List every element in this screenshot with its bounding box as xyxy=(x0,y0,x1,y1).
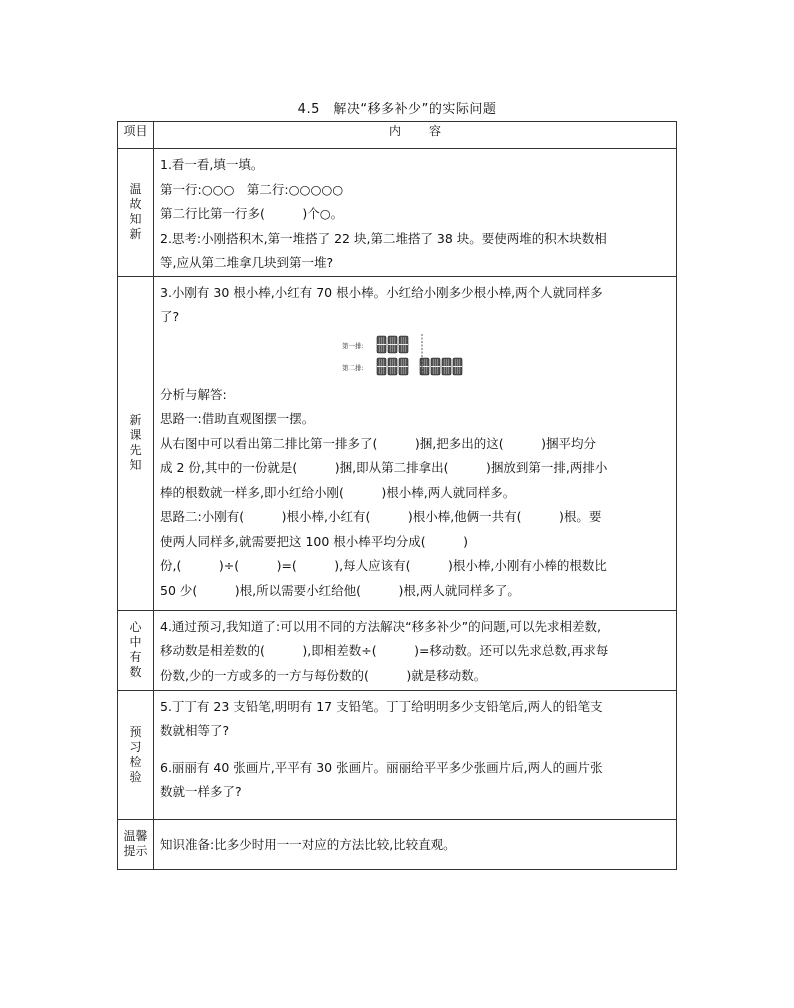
text-line: 等,应从第二堆拿几块到第一堆? xyxy=(160,255,334,270)
text-line: 思路二:小刚有( )根小棒,小红有( )根小棒,他俩一共有( )根。要 xyxy=(160,509,602,524)
table-header-row xyxy=(118,122,677,149)
stick-bundle xyxy=(388,358,397,375)
text-line: 5.丁丁有 23 支铅笔,明明有 17 支铅笔。丁丁给明明多少支铅笔后,两人的铅笔支 xyxy=(160,698,603,714)
text-line: 6.丽丽有 40 张画片,平平有 30 张画片。丽丽给平平多少张画片后,两人的画片张 xyxy=(160,759,603,775)
page-title: 4.5 解决“移多补少”的实际问题 xyxy=(297,102,497,117)
section-new-lesson xyxy=(118,276,677,610)
section-check xyxy=(118,690,677,819)
text-line: 1.看一看,填一填。 xyxy=(160,157,264,172)
text-line: 份,( )÷( )=( ),每人应该有( )根小棒,小刚有小棒的根数比 xyxy=(160,558,607,573)
section-label-insight: 心 中 有 数 xyxy=(118,610,154,690)
section-content-review xyxy=(154,149,677,277)
section-content-new-lesson xyxy=(154,276,677,610)
row1-bundles xyxy=(377,336,408,353)
stick-bundle xyxy=(431,358,440,375)
tip-text: 知识准备:比多少时用一一对应的方法比较,比较直观。 xyxy=(160,836,456,852)
worksheet-table xyxy=(117,121,677,870)
row2-label: 第二排: xyxy=(342,363,364,372)
text-line: 50 少( )根,所以需要小红给他( )根,两人就同样多了。 xyxy=(160,582,520,598)
text-line: 移动数是相差数的( ),即相差数÷( )=移动数。还可以先求总数,再求每 xyxy=(160,643,609,658)
text-line: 使两人同样多,就需要把这 100 根小棒平均分成( ) xyxy=(160,533,469,549)
text-line: 从右图中可以看出第二排比第一排多了( )捆,把多出的这( )捆平均分 xyxy=(160,435,596,451)
header-item: 项目 xyxy=(118,122,154,149)
section-label-new-lesson: 新 课 先 知 xyxy=(118,276,154,610)
text-line: 份数,少的一方或多的一方与每份数的( )就是移动数。 xyxy=(160,667,487,683)
section-label-check: 预 习 检 验 xyxy=(118,690,154,819)
text-line: 思路一:借助直观图摆一摆。 xyxy=(160,411,315,426)
text-line: 了? xyxy=(160,309,180,324)
stick-bundle xyxy=(442,358,451,375)
section-review xyxy=(118,149,677,277)
stick-bundle xyxy=(420,358,429,375)
text-line: 数就一样多了? xyxy=(160,784,242,799)
row2-bundles xyxy=(377,358,462,375)
section-content-insight xyxy=(154,610,677,690)
stick-bundle xyxy=(388,336,397,353)
stick-bundles-figure xyxy=(342,333,492,377)
section-insight xyxy=(118,610,677,690)
stick-bundle xyxy=(399,336,408,353)
section-label-review: 温 故 知 新 xyxy=(118,149,154,277)
text-line: 3.小刚有 30 根小棒,小红有 70 根小棒。小红给小刚多少根小棒,两个人就同样多 xyxy=(160,284,603,300)
text-line: 第一行:○○○ 第二行:○○○○○ xyxy=(160,181,344,197)
stick-bundle xyxy=(377,358,386,375)
stick-bundle xyxy=(453,358,462,375)
text-line: 数就相等了? xyxy=(160,723,230,738)
stick-bundle xyxy=(377,336,386,353)
text-line: 棒的根数就一样多,即小红给小刚( )根小棒,两人就同样多。 xyxy=(160,484,516,500)
row1-label: 第一排: xyxy=(342,341,364,350)
section-tip xyxy=(118,819,677,869)
header-content: 内容 xyxy=(154,122,677,149)
text-line: 2.思考:小刚搭积木,第一堆搭了 22 块,第二堆搭了 38 块。要使两堆的积木块数相 xyxy=(160,230,607,246)
text-line: 成 2 份,其中的一份就是( )捆,即从第二排拿出( )捆放到第一排,两排小 xyxy=(160,460,608,475)
text-line: 第二行比第一行多( )个○。 xyxy=(160,206,344,221)
section-label-tip: 温馨 提示 xyxy=(118,819,154,869)
text-line: 4.通过预习,我知道了:可以用不同的方法解决“移多补少”的问题,可以先求相差数, xyxy=(160,618,602,634)
stick-bundle xyxy=(399,358,408,375)
section-content-check xyxy=(154,690,677,819)
section-content-tip xyxy=(154,819,677,869)
text-line: 分析与解答: xyxy=(160,386,227,402)
